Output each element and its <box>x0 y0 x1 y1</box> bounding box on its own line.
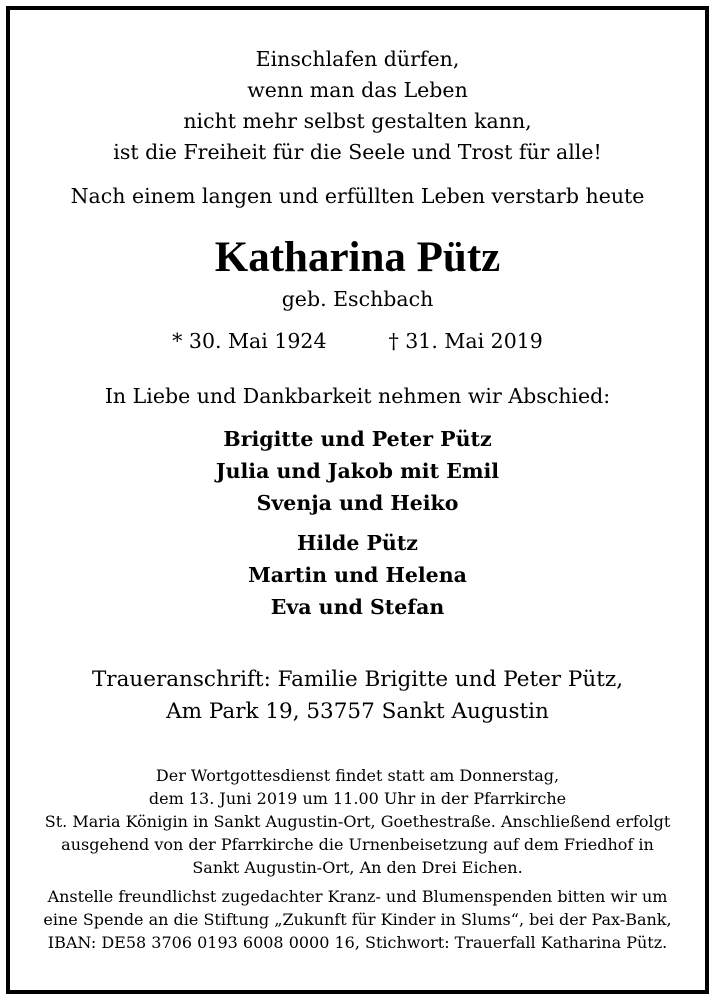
poem-line: wenn man das Leben <box>247 78 468 102</box>
donation-line: Anstelle freundlichst zugedachter Kranz- und Blumenspenden bitten wir um <box>47 887 668 906</box>
donation-line: eine Spende an die Stiftung „Zukunft für Kinder in Slums“, bei der Pax-Bank, <box>43 910 672 929</box>
service-line: Sankt Augustin-Ort, An den Drei Eichen. <box>192 858 523 877</box>
service-line: dem 13. Juni 2019 um 11.00 Uhr in der Pfarrkirche <box>148 789 567 808</box>
family-member: Martin und Helena <box>248 563 467 587</box>
poem-line: nicht mehr selbst gestalten kann, <box>183 109 532 133</box>
mourning-address <box>0 664 715 728</box>
life-dates <box>0 325 715 357</box>
family-member: Hilde Pütz <box>297 531 418 555</box>
family-member: Eva und Stefan <box>270 595 445 619</box>
poem-line: Einschlafen dürfen, <box>255 47 460 71</box>
service-notice <box>0 764 715 879</box>
address-line: Am Park 19, 53757 Sankt Augustin <box>166 699 549 724</box>
farewell-text: In Liebe und Dankbarkeit nehmen wir Abschied: <box>104 384 611 408</box>
deceased-name: Katharina Pütz <box>214 234 501 281</box>
intro-text: Nach einem langen und erfüllten Leben verstarb heute <box>70 184 645 208</box>
service-line: St. Maria Königin in Sankt Augustin-Ort, Goethestraße. Anschließend erfolgt <box>44 812 671 831</box>
poem-line: ist die Freiheit für die Seele und Trost für alle! <box>113 140 602 164</box>
family-member: Svenja und Heiko <box>256 491 459 515</box>
birth-date: * 30. Mai 1924 <box>172 329 327 353</box>
donation-line: IBAN: DE58 3706 0193 6008 0000 16, Stichwort: Trauerfall Katharina Pütz. <box>47 933 668 952</box>
donation-notice <box>0 885 715 954</box>
family-group-2 <box>0 527 715 623</box>
family-member: Julia und Jakob mit Emil <box>215 459 500 483</box>
maiden-name: geb. Eschbach <box>281 287 434 311</box>
service-line: ausgehend von der Pfarrkirche die Urnenbeisetzung auf dem Friedhof in <box>61 835 654 854</box>
family-member: Brigitte und Peter Pütz <box>223 427 492 451</box>
address-line: Traueranschrift: Familie Brigitte und Peter Pütz, <box>91 667 624 692</box>
service-line: Der Wortgottesdienst findet statt am Donnerstag, <box>155 766 560 785</box>
poem <box>0 44 715 168</box>
death-date: † 31. Mai 2019 <box>388 329 543 353</box>
family-group-1 <box>0 423 715 519</box>
